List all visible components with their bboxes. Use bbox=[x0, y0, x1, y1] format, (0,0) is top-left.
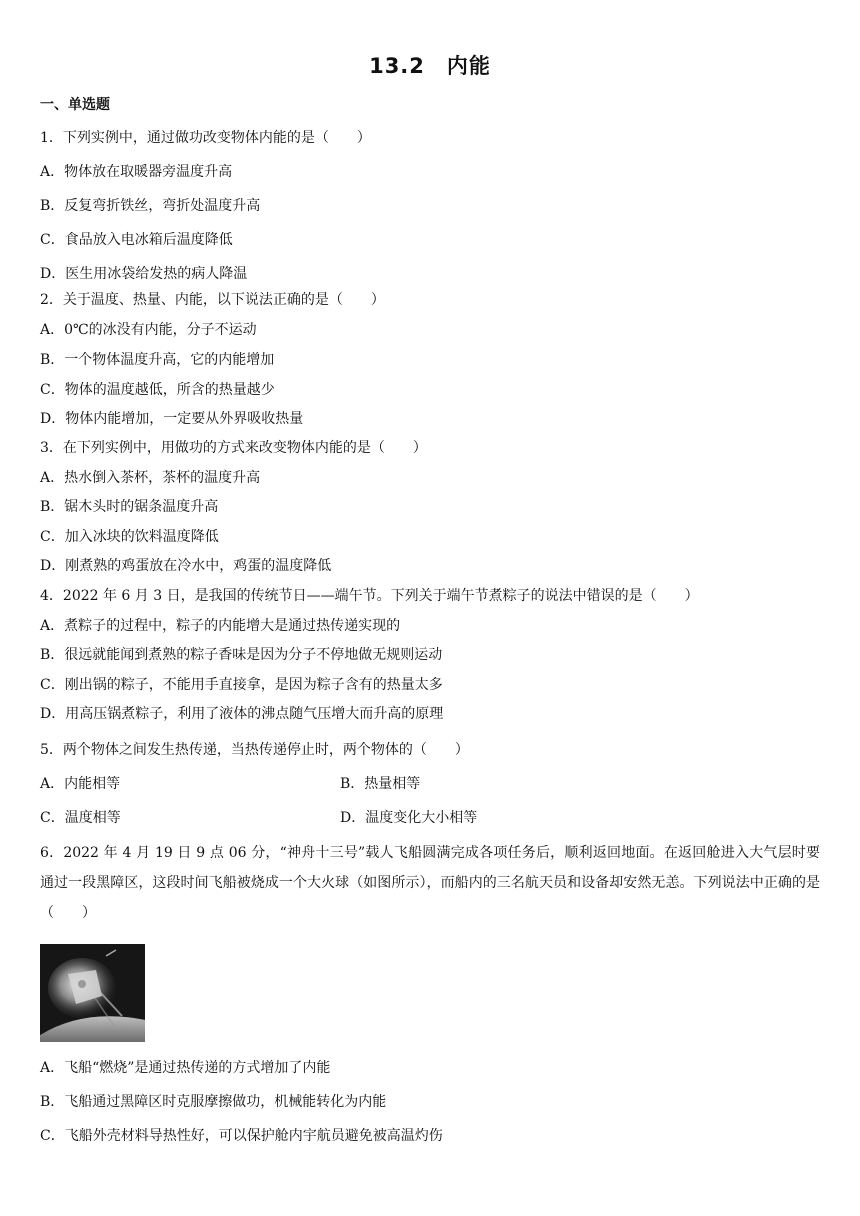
question-4-option-a: A．煮粽子的过程中，粽子的内能增大是通过热传递实现的 bbox=[40, 618, 401, 634]
question-4-stem: 4．2022 年 6 月 3 日，是我国的传统节日——端午节。下列关于端午节煮粽子的说法中错误的是（ ） bbox=[40, 588, 699, 604]
question-3-option-b: B．锯木头时的锯条温度升高 bbox=[40, 499, 219, 515]
question-5-option-b: B．热量相等 bbox=[340, 776, 421, 792]
question-1-stem: 1．下列实例中，通过做功改变物体内能的是（ ） bbox=[40, 130, 371, 146]
question-5-option-c: C．温度相等 bbox=[40, 810, 121, 826]
question-5-stem: 5．两个物体之间发生热传递，当热传递停止时，两个物体的（ ） bbox=[40, 742, 469, 758]
question-3-option-d: D．刚煮熟的鸡蛋放在冷水中，鸡蛋的温度降低 bbox=[40, 558, 332, 574]
question-6-option-a: A．飞船“燃烧”是通过热传递的方式增加了内能 bbox=[40, 1060, 331, 1076]
question-6-option-c: C．飞船外壳材料导热性好，可以保护舱内宇航员避免被高温灼伤 bbox=[40, 1128, 443, 1144]
question-1-option-a: A．物体放在取暖器旁温度升高 bbox=[40, 164, 233, 180]
question-3-option-c: C．加入冰块的饮料温度降低 bbox=[40, 529, 219, 545]
question-5-option-d: D．温度变化大小相等 bbox=[340, 810, 478, 826]
question-2-option-c: C．物体的温度越低，所含的热量越少 bbox=[40, 382, 275, 398]
question-6-stem: 6．2022 年 4 月 19 日 9 点 06 分，“神舟十三号”载人飞船圆满完成各项任务后，顺利返回地面。在返回舱进入大气层时要通过一段黑障区，这段时间飞船被烧成一个大火球（如图所示），而船内的三名航天员和设备却安然无恙。下列说法中正确的是（ ） bbox=[40, 845, 820, 921]
question-4-option-d: D．用高压锅煮粽子，利用了液体的沸点随气压增大而升高的原理 bbox=[40, 706, 444, 722]
spacecraft-reentry-photo bbox=[40, 944, 145, 1042]
question-3-option-a: A．热水倒入茶杯，茶杯的温度升高 bbox=[40, 470, 261, 486]
question-2-option-d: D．物体内能增加，一定要从外界吸收热量 bbox=[40, 411, 304, 427]
question-2-stem: 2．关于温度、热量、内能，以下说法正确的是（ ） bbox=[40, 292, 385, 308]
question-4-option-b: B．很远就能闻到煮熟的粽子香味是因为分子不停地做无规则运动 bbox=[40, 647, 443, 663]
question-1-option-b: B．反复弯折铁丝，弯折处温度升高 bbox=[40, 198, 261, 214]
question-2-option-b: B．一个物体温度升高，它的内能增加 bbox=[40, 352, 275, 368]
question-6-option-b: B．飞船通过黑障区时克服摩擦做功，机械能转化为内能 bbox=[40, 1094, 387, 1110]
question-4-option-c: C．刚出锅的粽子，不能用手直接拿，是因为粽子含有的热量太多 bbox=[40, 677, 443, 693]
question-1-option-d: D．医生用冰袋给发热的病人降温 bbox=[40, 266, 248, 282]
question-1-option-c: C．食品放入电冰箱后温度降低 bbox=[40, 232, 233, 248]
section-heading: 一、单选题 bbox=[40, 97, 110, 113]
question-2-option-a: A．0℃的冰没有内能，分子不运动 bbox=[40, 322, 257, 338]
question-5-option-a: A．内能相等 bbox=[40, 776, 121, 792]
question-3-stem: 3．在下列实例中，用做功的方式来改变物体内能的是（ ） bbox=[40, 440, 427, 456]
page-title: 13.2 内能 bbox=[369, 54, 491, 78]
